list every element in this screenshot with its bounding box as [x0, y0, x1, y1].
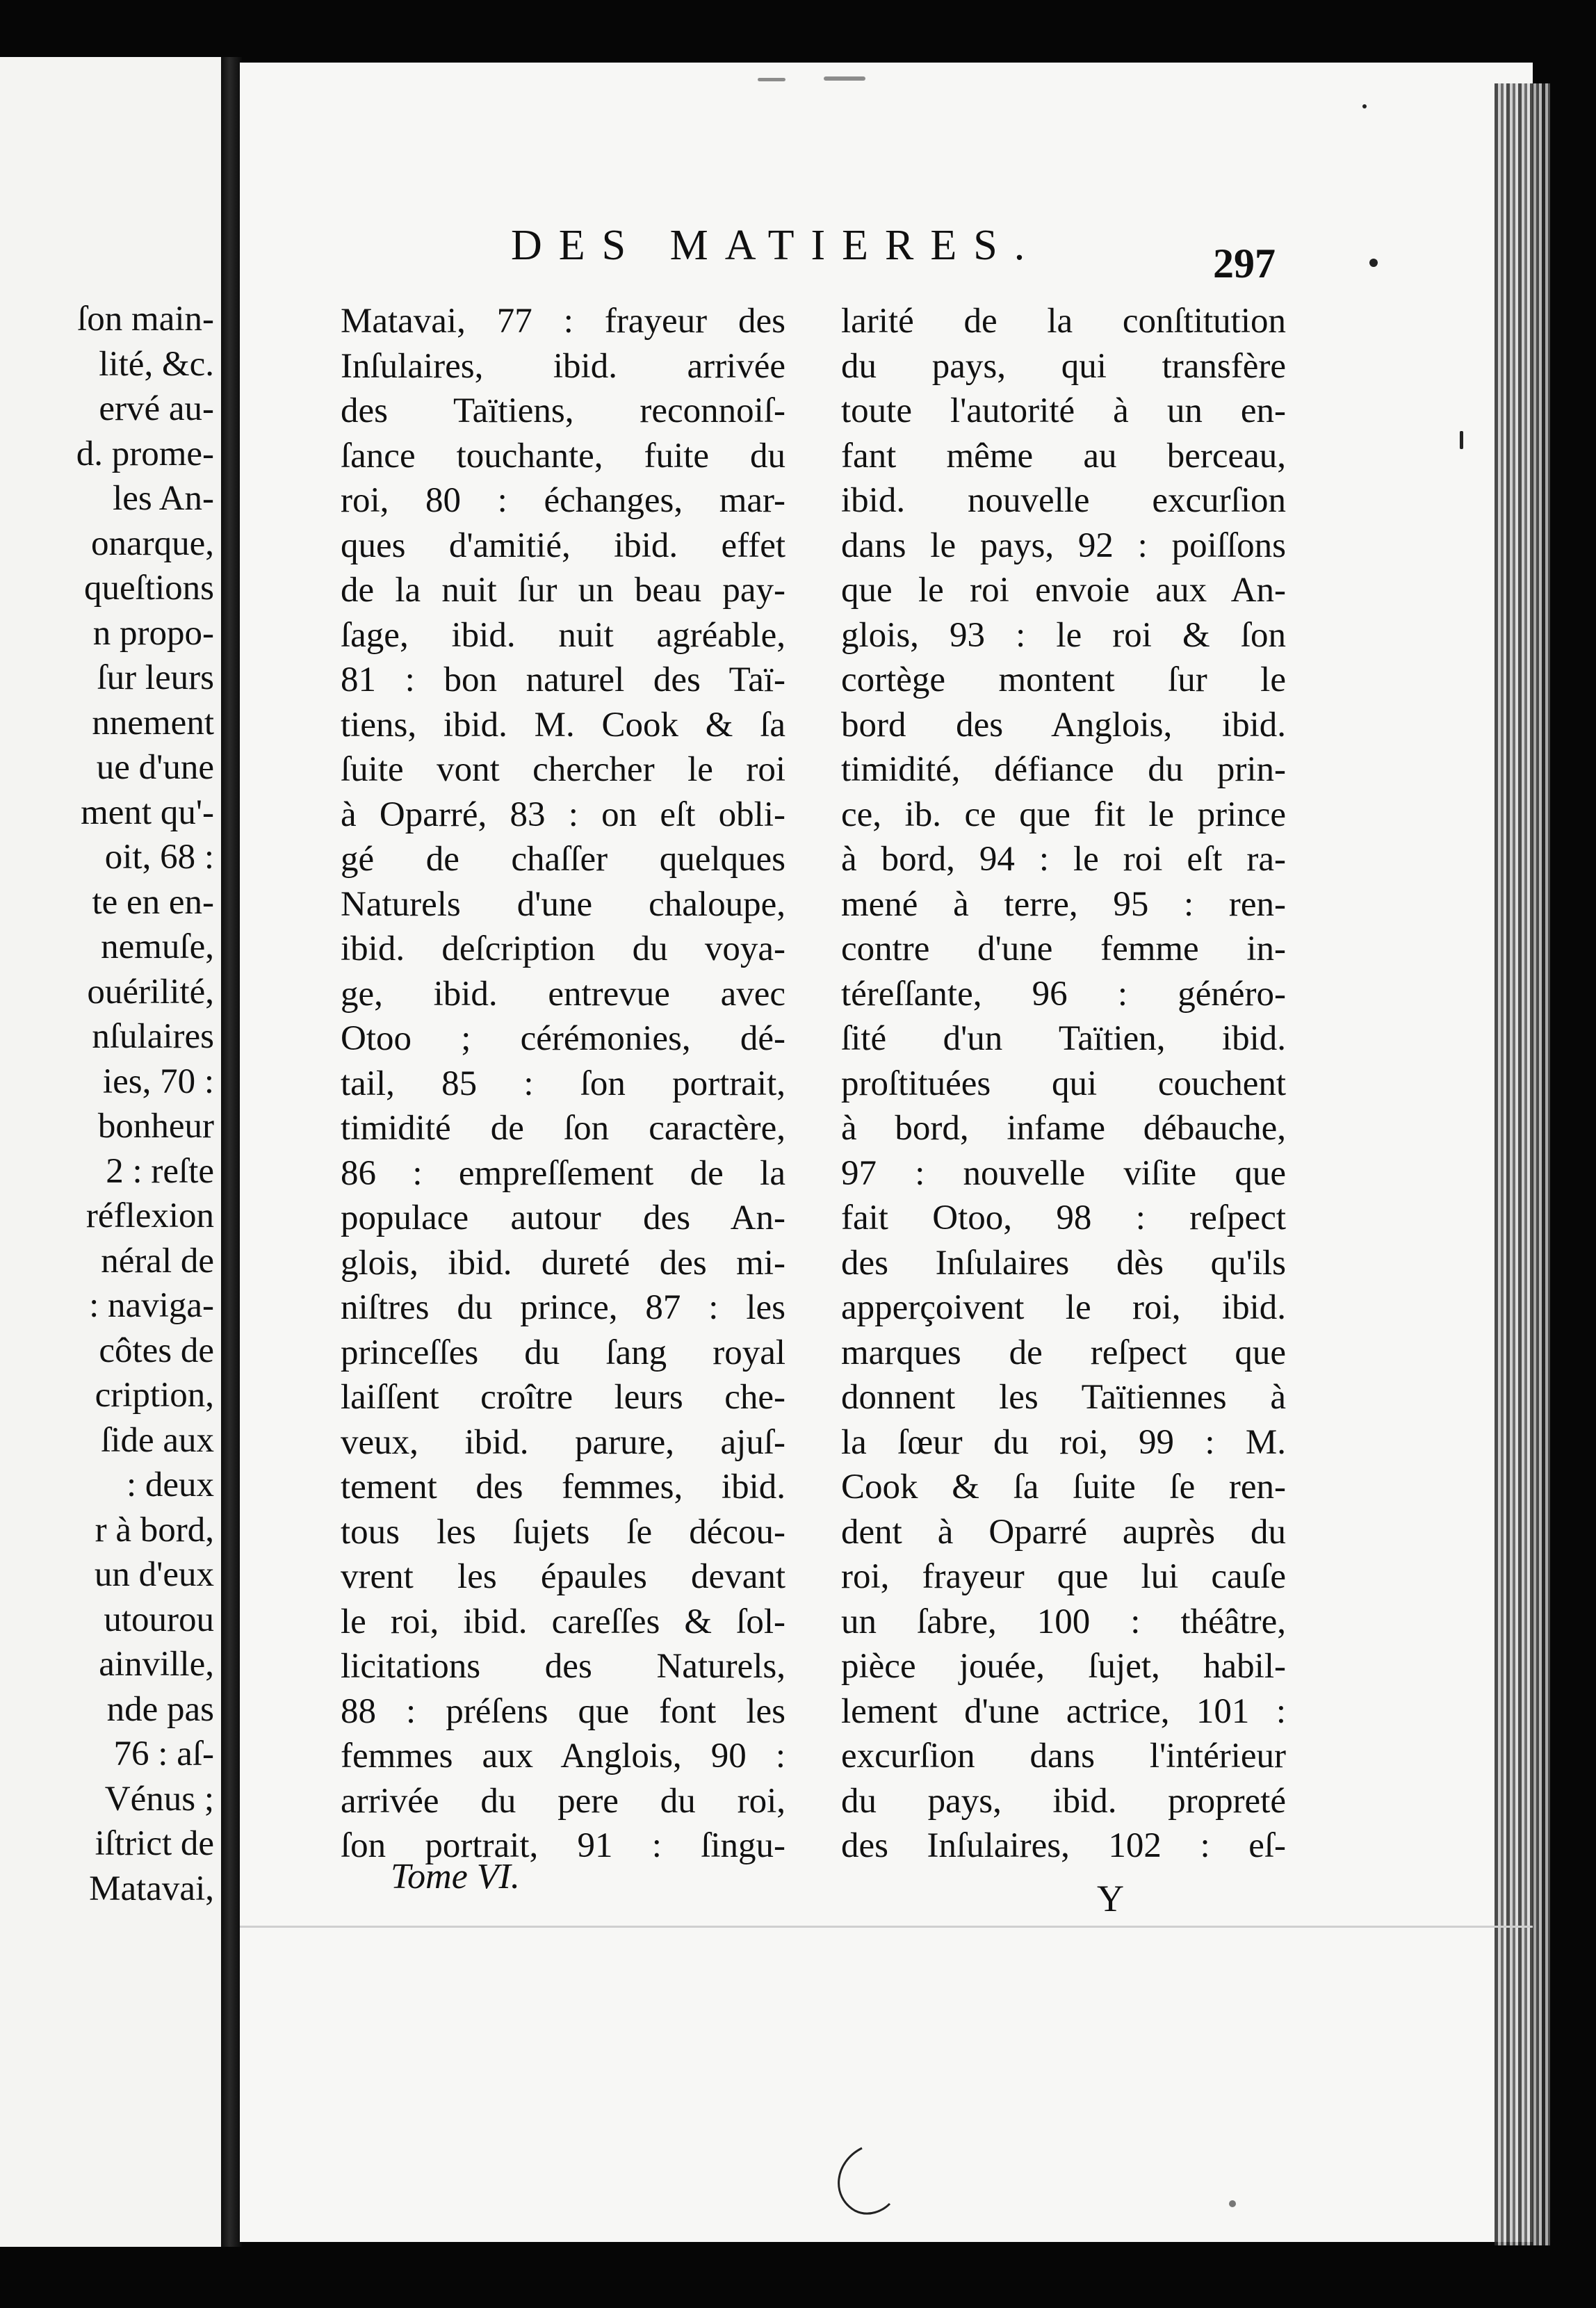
index-line: apperçoivent le roi, ibid.: [841, 1288, 1286, 1327]
facing-page-line: 2 : reſte: [106, 1151, 214, 1191]
facing-page-line: nemuſe,: [101, 927, 214, 966]
index-line: Naturels d'une chaloupe,: [341, 884, 785, 924]
index-line: lement d'une actrice, 101 :: [841, 1691, 1286, 1731]
index-line: que le roi envoie aux An-: [841, 571, 1286, 610]
index-line: populace autour des An-: [341, 1198, 785, 1237]
book-gutter: [221, 57, 242, 2247]
index-line: des Inſulaires, 102 : eſ-: [841, 1826, 1286, 1865]
facing-page-line: ue d'une: [96, 748, 214, 787]
index-line: donnent les Taïtiennes à: [841, 1378, 1286, 1417]
index-line: glois, ibid. dureté des mi-: [341, 1243, 785, 1283]
index-line: ques d'amitié, ibid. effet: [341, 526, 785, 565]
signature-mark: Y: [1097, 1878, 1124, 1919]
facing-page-line: les An-: [113, 479, 214, 518]
index-line: à bord, 94 : le roi eſt ra-: [841, 840, 1286, 879]
page-number: 297: [1213, 241, 1276, 286]
index-line: ce, ib. ce que fit le prince: [841, 795, 1286, 834]
facing-page: [0, 57, 222, 2247]
facing-page-line: Matavai,: [89, 1869, 214, 1908]
facing-page-line: un d'eux: [94, 1555, 214, 1594]
index-line: roi, frayeur que lui cauſe: [841, 1557, 1286, 1596]
index-line: bord des Anglois, ibid.: [841, 705, 1286, 745]
index-line: du pays, qui transfère: [841, 346, 1286, 386]
facing-page-line: côtes de: [99, 1331, 214, 1370]
index-line: roi, 80 : échanges, mar-: [341, 481, 785, 520]
index-line: ibid. deſcription du voya-: [341, 929, 785, 968]
facing-page-line: 76 : aſ-: [113, 1734, 214, 1773]
page-fold-line: [240, 1926, 1533, 1928]
index-line: dent à Oparré auprès du: [841, 1512, 1286, 1552]
index-line: timidité de ſon caractère,: [341, 1109, 785, 1148]
facing-page-line: ervé au-: [99, 389, 214, 428]
index-line: cortège montent ſur le: [841, 660, 1286, 699]
index-line: tous les ſujets ſe décou-: [341, 1512, 785, 1552]
pen-mark: [827, 2141, 911, 2225]
index-line: veux, ibid. parure, ajuſ-: [341, 1422, 785, 1462]
facing-page-line: nde pas: [106, 1689, 214, 1729]
index-line: de la nuit ſur un beau pay-: [341, 571, 785, 610]
index-line: Inſulaires, ibid. arrivée: [341, 346, 785, 386]
index-line: tiens, ibid. M. Cook & ſa: [341, 705, 785, 745]
facing-page-line: bonheur: [97, 1107, 214, 1146]
index-line: ibid. nouvelle excurſion: [841, 481, 1286, 520]
index-line: excurſion dans l'intérieur: [841, 1737, 1286, 1775]
index-line: à bord, infame débauche,: [841, 1109, 1286, 1148]
page-edges: [1495, 83, 1550, 2245]
index-line: à Oparré, 83 : on eſt obli-: [341, 795, 785, 834]
index-line: gé de chaſſer quelques: [341, 840, 785, 879]
index-line: ſité d'un Taïtien, ibid.: [841, 1019, 1286, 1058]
index-column-right: [841, 299, 1286, 1869]
facing-page-line: cription,: [95, 1376, 214, 1415]
index-line: Matavai, 77 : frayeur des: [341, 302, 785, 341]
index-line: des Inſulaires dès qu'ils: [841, 1243, 1286, 1283]
facing-page-line: : deux: [126, 1465, 214, 1504]
facing-page-line: ſur leurs: [97, 658, 214, 697]
index-line: toute l'autorité à un en-: [841, 391, 1286, 430]
index-line: 88 : préſens que font les: [341, 1691, 785, 1731]
index-line: un ſabre, 100 : théâtre,: [841, 1602, 1286, 1641]
facing-page-line: nſulaires: [92, 1017, 214, 1056]
index-line: la ſœur du roi, 99 : M.: [841, 1422, 1286, 1462]
index-line: dans le pays, 92 : poiſſons: [841, 526, 1286, 565]
facing-page-line: : naviga-: [89, 1286, 214, 1325]
index-line: téreſſante, 96 : généro-: [841, 974, 1286, 1014]
facing-page-line: ſide aux: [101, 1420, 214, 1460]
index-line: ſage, ibid. nuit agréable,: [341, 615, 785, 655]
facing-page-line: nnement: [92, 703, 214, 742]
index-line: laiſſent croître leurs che-: [341, 1378, 785, 1417]
index-line: 97 : nouvelle viſite que: [841, 1153, 1286, 1193]
facing-page-line: queſtions: [84, 569, 214, 608]
facing-page-line: onarque,: [90, 523, 214, 563]
index-line: tement des femmes, ibid.: [341, 1468, 785, 1506]
index-line: 86 : empreſſement de la: [341, 1153, 785, 1193]
index-line: ſuite vont chercher le roi: [341, 750, 785, 789]
facing-page-line: te en en-: [92, 882, 214, 922]
index-line: vrent les épaules devant: [341, 1557, 785, 1596]
facing-page-line: n propo-: [92, 613, 214, 653]
facing-page-line: lité, &c.: [99, 344, 214, 384]
index-line: glois, 93 : le roi & ſon: [841, 615, 1286, 655]
running-header: DES MATIERES.: [511, 222, 1042, 269]
index-line: licitations des Naturels,: [341, 1647, 785, 1686]
index-line: des Taïtiens, reconnoiſ-: [341, 391, 785, 430]
facing-page-line: ment qu'-: [81, 793, 214, 832]
index-line: du pays, ibid. propreté: [841, 1781, 1286, 1821]
index-line: fant même au berceau,: [841, 436, 1286, 476]
index-line: niſtres du prince, 87 : les: [341, 1288, 785, 1327]
index-line: ſance touchante, fuite du: [341, 436, 785, 476]
facing-page-line: iſtrict de: [95, 1824, 214, 1863]
facing-page-text: [0, 297, 214, 1911]
facing-page-line: utourou: [104, 1600, 214, 1639]
index-line: mené à terre, 95 : ren-: [841, 884, 1286, 924]
index-line: le roi, ibid. careſſes & ſol-: [341, 1602, 785, 1641]
facing-page-line: néral de: [101, 1241, 214, 1281]
index-line: arrivée du pere du roi,: [341, 1781, 785, 1821]
index-line: 81 : bon naturel des Taï-: [341, 660, 785, 699]
index-line: ſon portrait, 91 : ſingu-: [341, 1826, 785, 1865]
index-column-left: [341, 299, 785, 1869]
index-line: larité de la conſtitution: [841, 302, 1286, 341]
index-line: timidité, défiance du prin-: [841, 750, 1286, 789]
facing-page-line: Vénus ;: [104, 1779, 214, 1819]
index-line: contre d'une femme in-: [841, 929, 1286, 968]
facing-page-line: oit, 68 :: [104, 838, 214, 877]
index-line: femmes aux Anglois, 90 :: [341, 1737, 785, 1775]
index-line: princeſſes du ſang royal: [341, 1333, 785, 1372]
index-line: Otoo ; cérémonies, dé-: [341, 1019, 785, 1058]
facing-page-line: ouérilité,: [87, 972, 214, 1011]
facing-page-line: d. prome-: [76, 434, 214, 473]
facing-page-line: r à bord,: [95, 1510, 214, 1550]
index-line: marques de reſpect que: [841, 1333, 1286, 1372]
facing-page-line: ſon main-: [77, 300, 214, 339]
index-line: pièce jouée, ſujet, habil-: [841, 1647, 1286, 1686]
facing-page-line: ainville,: [99, 1645, 214, 1684]
index-line: Cook & ſa ſuite ſe ren-: [841, 1468, 1286, 1506]
facing-page-line: ies, 70 :: [102, 1062, 214, 1101]
index-line: tail, 85 : ſon portrait,: [341, 1064, 785, 1103]
index-line: proſtituées qui couchent: [841, 1064, 1286, 1103]
index-line: ge, ibid. entrevue avec: [341, 974, 785, 1014]
facing-page-line: réflexion: [86, 1196, 214, 1235]
volume-label: Tome VI.: [391, 1857, 520, 1896]
index-line: fait Otoo, 98 : reſpect: [841, 1198, 1286, 1237]
